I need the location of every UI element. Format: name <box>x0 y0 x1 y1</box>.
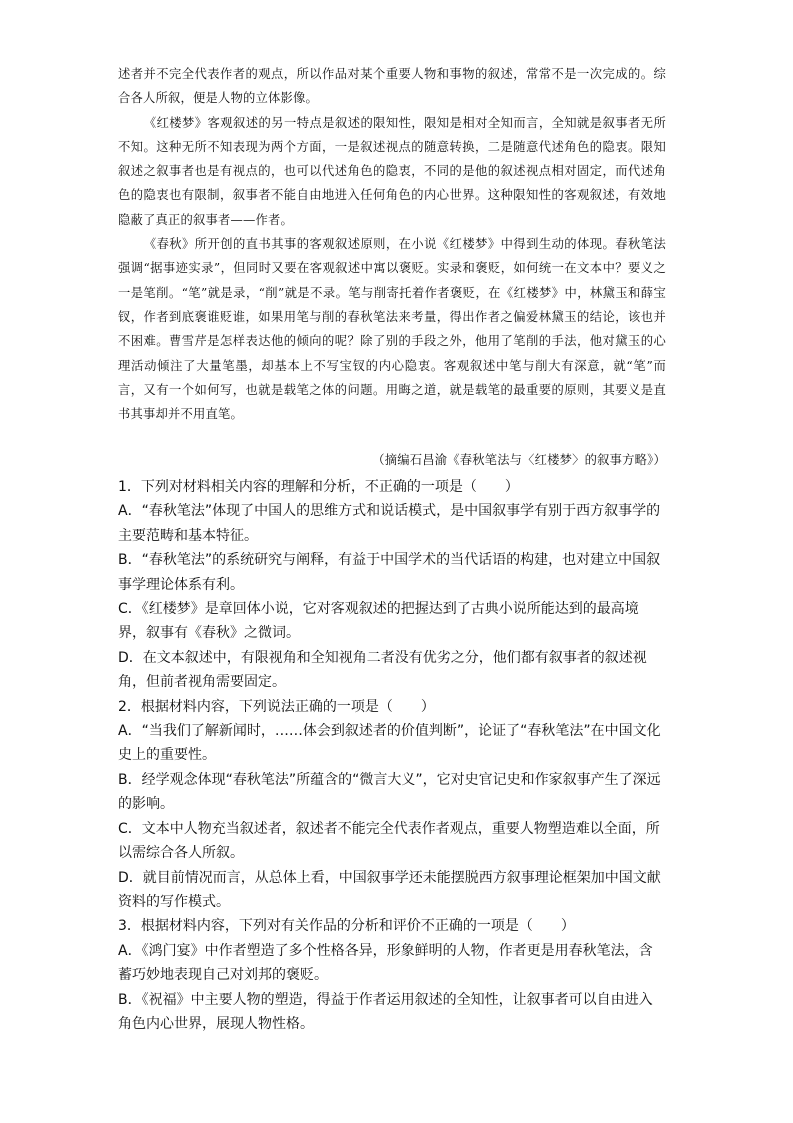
question-1-option-c: C．《红楼梦》是章回体小说，它对客观叙述的把握达到了古典小说所能达到的最高境界，叙事有《春秋》之微词。 <box>118 601 639 642</box>
question-3-option-b: B．《祝福》中主要人物的塑造，得益于作者运用叙述的全知性，让叙事者可以自由进入角色内心世界，展现人物性格。 <box>118 991 653 1032</box>
question-2-option-b: B．经学观念体现“春秋笔法”所蕴含的“微言大义”，它对史官记史和作家叙事产生了深远的影响。 <box>118 771 661 813</box>
reading-passage <box>118 62 666 426</box>
question-3-option-a: A．《鸿门宴》中作者塑造了多个性格各异，形象鲜明的人物，作者更是用春秋笔法，含蓄巧妙地表现自己对刘邦的褒贬。 <box>118 942 653 984</box>
passage-paragraph-3: 《春秋》所开创的直书其事的客观叙述原则，在小说《红楼梦》中得到生动的体现。春秋笔法强调“据事迹实录”，但同时又要在客观叙述中寓以褒贬。实录和褒贬，如何统一在文本中？要义之一是笔削。“笔”就是录，“削”就是不录。笔与削寄托着作者褒贬，在《红楼梦》中，林黛玉和薛宝钗，作者到底褒谁贬谁，如果用笔与削的春秋笔法来考量，得出作者之偏爱林黛玉的结论，该也并不困难。曹雪芹是怎样表达他的倾向的呢？除了别的手段之外，他用了笔削的手法，他对黛玉的心理活动倾注了大量笔墨，却基本上不写宝钗的内心隐衷。客观叙述中笔与削大有深意，就“笔”而言，又有一个如何写，也就是载笔之体的问题。用晦之道，就是载笔的最重要的原则，其要义是直书其事却并不用直笔。 <box>118 237 666 422</box>
question-1-option-d: D．在文本叙述中，有限视角和全知视角二者没有优劣之分，他们都有叙事者的叙述视角，但前者视角需要固定。 <box>118 649 647 691</box>
passage-paragraph-2: 《红楼梦》客观叙述的另一特点是叙述的限知性，限知是相对全知而言，全知就是叙事者无所不知。这种无所不知表现为两个方面，一是叙述视点的随意转换，二是随意代述角色的隐衷。限知叙述之叙事者也是有视点的，也可以代述角色的隐衷，不同的是他的叙述视点相对固定，而代述角色的隐衷也有限制，叙事者不能自由地进入任何角色的内心世界。这种限知性的客观叙述，有效地隐蔽了真正的叙事者——作者。 <box>118 115 666 227</box>
question-1-option-a: A．“春秋笔法”体现了中国人的思维方式和说话模式，是中国叙事学有别于西方叙事学的主要范畴和基本特征。 <box>118 503 661 544</box>
question-list <box>118 475 666 1036</box>
question-2-option-c: C．文本中人物充当叙述者，叙述者不能完全代表作者观点，重要人物塑造难以全面，所以需综合各人所叙。 <box>118 820 660 862</box>
passage-source: （摘编石昌渝《春秋笔法与〈红楼梦〉的叙事方略》） <box>372 453 666 467</box>
question-2-stem: 2．根据材料内容，下列说法正确的一项是（ ） <box>118 698 435 715</box>
question-3-stem: 3．根据材料内容，下列对有关作品的分析和评价不正确的一项是（ ） <box>118 918 575 935</box>
passage-paragraph-1: 述者并不完全代表作者的观点，所以作品对某个重要人物和事物的叙述，常常不是一次完成的。综合各人所叙，便是人物的立体影像。 <box>118 67 666 106</box>
question-2-option-d: D．就目前情况而言，从总体上看，中国叙事学还未能摆脱西方叙事理论框架加中国文献资料的写作模式。 <box>118 869 661 910</box>
question-2-option-a: A．“当我们了解新闻时，……体会到叙述者的价值判断”，论证了“春秋笔法”在中国文化史上的重要性。 <box>118 723 661 764</box>
question-1-stem: 1．下列对材料相关内容的理解和分析，不正确的一项是（ ） <box>118 479 519 495</box>
question-1-option-b: B．“春秋笔法”的系统研究与阐释，有益于中国学术的当代话语的构建，也对建立中国叙事学理论体系有利。 <box>118 552 661 593</box>
